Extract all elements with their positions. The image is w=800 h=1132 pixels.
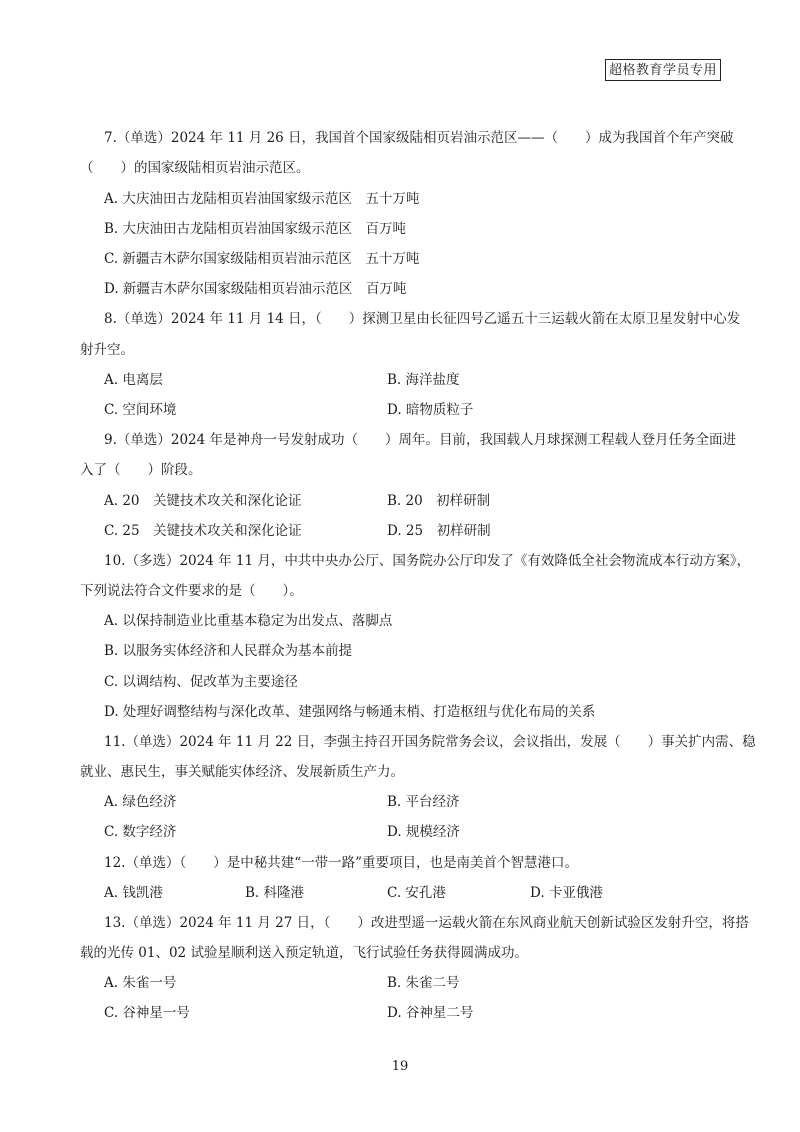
question-11-option-c: C. 数字经济 bbox=[104, 824, 177, 840]
question-10-option-a: A. 以保持制造业比重基本稳定为出发点、落脚点 bbox=[104, 613, 393, 629]
question-13-option-c: C. 谷神星一号 bbox=[104, 1005, 190, 1021]
question-10-option-d: D. 处理好调整结构与深化改革、建强网络与畅通末梢、打造枢纽与优化布局的关系 bbox=[104, 704, 596, 720]
question-8-stem: 8.（单选）2024 年 11 月 14 日，（ ）探测卫星由长征四号乙遥五十三运载火箭在太原卫星发射中心发 bbox=[104, 311, 741, 327]
question-11-stem: 11.（单选）2024 年 11 月 22 日，李强主持召开国务院常务会议，会议指出，发展（ ）事关扩内需、稳 bbox=[104, 734, 756, 750]
question-8-option-d: D. 暗物质粒子 bbox=[387, 402, 474, 418]
question-12-stem: 12.（单选）（ ）是中秘共建“一带一路”重要项目，也是南美首个智慧港口。 bbox=[104, 855, 579, 871]
question-10-option-c: C. 以调结构、促改革为主要途径 bbox=[104, 674, 298, 690]
question-7-option-d: D. 新疆吉木萨尔国家级陆相页岩油示范区 百万吨 bbox=[104, 281, 407, 297]
question-10-stem-cont: 下列说法符合文件要求的是（ ）。 bbox=[80, 583, 303, 599]
question-12-option-b: B. 科隆港 bbox=[245, 885, 305, 901]
question-11-option-a: A. 绿色经济 bbox=[104, 794, 177, 810]
question-7-option-c: C. 新疆吉木萨尔国家级陆相页岩油示范区 五十万吨 bbox=[104, 251, 420, 267]
question-13-stem-cont: 载的光传 01、02 试验星顺利送入预定轨道，飞行试验任务获得圆满成功。 bbox=[80, 945, 528, 961]
question-8-option-b: B. 海洋盐度 bbox=[387, 372, 460, 388]
question-7-stem: 7.（单选）2024 年 11 月 26 日，我国首个国家级陆相页岩油示范区——（ ）成为我国首个年产突破 bbox=[104, 130, 734, 146]
question-8-stem-cont: 射升空。 bbox=[80, 342, 134, 358]
question-9-option-d: D. 25 初样研制 bbox=[387, 523, 491, 539]
question-13-stem: 13.（单选）2024 年 11 月 27 日，（ ）改进型遥一运载火箭在东风商业航天创新试验区发射升空，将搭 bbox=[104, 915, 749, 931]
question-9-option-b: B. 20 初样研制 bbox=[387, 493, 491, 509]
question-12-option-d: D. 卡亚俄港 bbox=[530, 885, 603, 901]
exam-header-badge: 超格教育学员专用 bbox=[605, 59, 721, 81]
question-9-option-c: C. 25 关键技术攻关和深化论证 bbox=[104, 523, 302, 539]
question-12-option-c: C. 安孔港 bbox=[387, 885, 446, 901]
question-8-option-a: A. 电离层 bbox=[104, 372, 163, 388]
question-7-stem-cont: （ ）的国家级陆相页岩油示范区。 bbox=[80, 160, 310, 176]
question-13-option-d: D. 谷神星二号 bbox=[387, 1005, 474, 1021]
question-10-stem: 10.（多选）2024 年 11 月，中共中央办公厅、国务院办公厅印发了《有效降低全社会物流成本行动方案》， bbox=[104, 553, 751, 569]
question-13-option-a: A. 朱雀一号 bbox=[104, 975, 177, 991]
question-8-option-c: C. 空间环境 bbox=[104, 402, 177, 418]
question-13-option-b: B. 朱雀二号 bbox=[387, 975, 460, 991]
question-9-option-a: A. 20 关键技术攻关和深化论证 bbox=[104, 493, 302, 509]
question-10-option-b: B. 以服务实体经济和人民群众为基本前提 bbox=[104, 643, 353, 659]
question-9-stem-cont: 入了（ ）阶段。 bbox=[80, 462, 202, 478]
question-9-stem: 9.（单选）2024 年是神舟一号发射成功（ ）周年。目前，我国载人月球探测工程载人登月任务全面进 bbox=[104, 432, 737, 448]
question-11-option-d: D. 规模经济 bbox=[387, 824, 460, 840]
question-12-option-a: A. 钱凯港 bbox=[104, 885, 163, 901]
question-11-stem-cont: 就业、惠民生，事关赋能实体经济、发展新质生产力。 bbox=[80, 764, 404, 780]
page-number: 19 bbox=[391, 1059, 409, 1074]
question-7-option-b: B. 大庆油田古龙陆相页岩油国家级示范区 百万吨 bbox=[104, 221, 407, 237]
question-11-option-b: B. 平台经济 bbox=[387, 794, 460, 810]
question-7-option-a: A. 大庆油田古龙陆相页岩油国家级示范区 五十万吨 bbox=[104, 191, 420, 207]
